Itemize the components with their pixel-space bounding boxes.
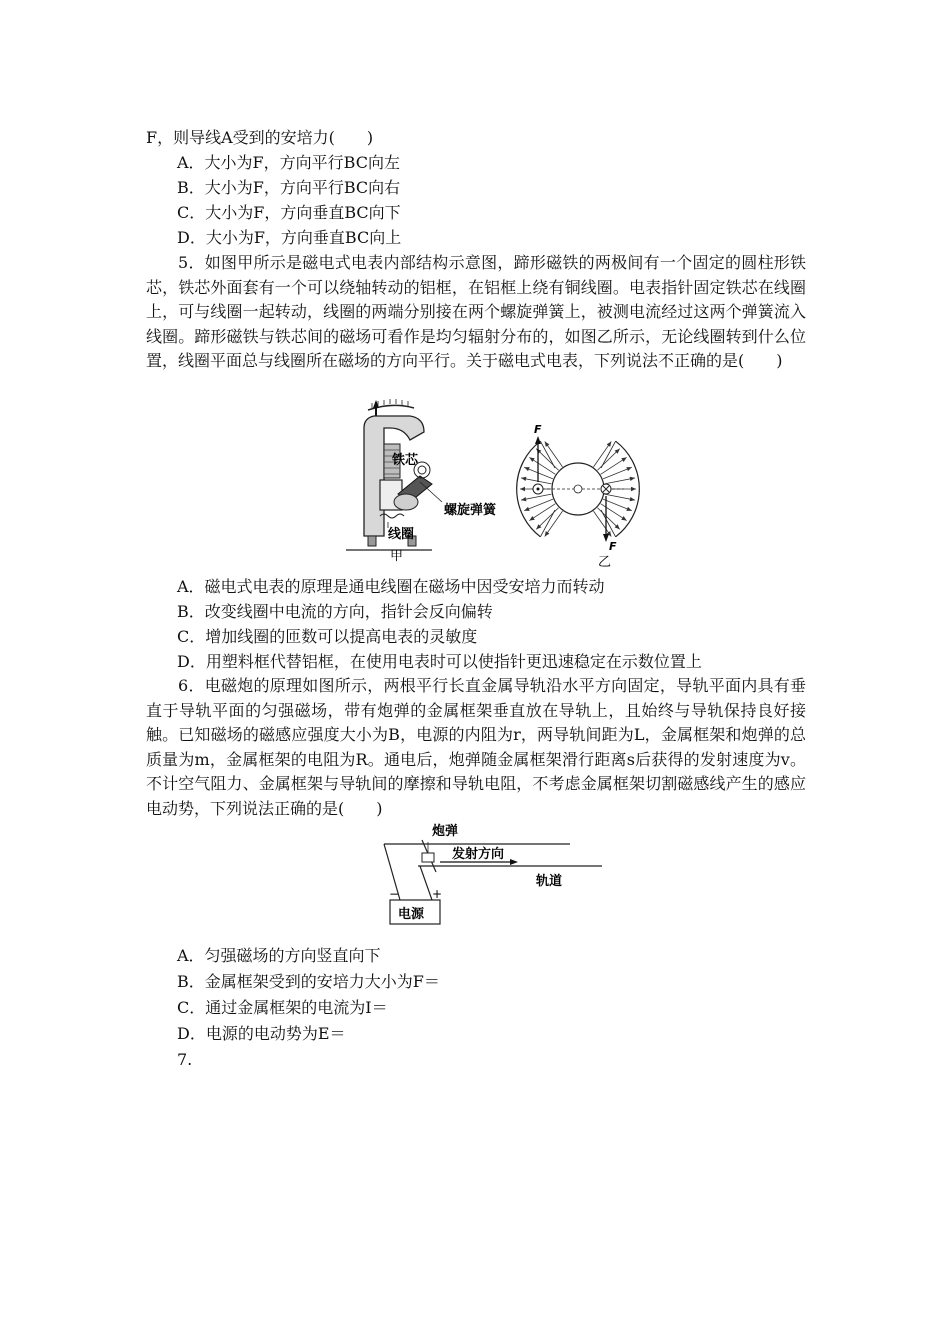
field-arrowhead [521,477,526,481]
q7-number: 7. [177,1050,193,1069]
field-arrowhead [621,457,626,462]
q5-option-d: D．用塑料框代替铝框，在使用电表时可以使指针更迅速稳定在示数位置上 [177,652,702,671]
field-arrowhead [545,441,550,446]
label-source: 电源 [398,907,425,922]
field-arrowhead [607,441,612,446]
label-jia: 甲 [390,549,404,564]
field-arrowhead [520,487,525,491]
field-arrowhead [545,531,550,536]
field-arrowhead [529,516,534,521]
q5-option-b: B．改变线圈中电流的方向，指针会反向偏转 [177,602,493,621]
label-direction: 发射方向 [452,847,505,862]
q5-option-a: A．磁电式电表的原理是通电线圈在磁场中因受安培力而转动 [177,577,605,596]
label-plus: + [432,887,443,901]
q4-option-c: C．大小为F，方向垂直BC向下 [177,203,401,222]
field-arrowhead [630,477,635,481]
q4-option-b: B．大小为F，方向平行BC向右 [177,178,401,197]
q5-stem: 5．如图甲所示是磁电式电表内部结构示意图，蹄形磁铁的两极间有一个固定的圆柱形铁芯，铁芯外面套有一个可以绕轴转动的铝框，在铝框上绕有铜线圈。电表指针固定铁芯在线圈上，可与线圈一起转动，线圈的两端分别接在两个螺旋弹簧上，被测电流经过这两个弹簧流入线圈。蹄形磁铁与铁芯间的磁场可看作是均匀辐射分布的，如图乙所示，无论线圈转到什么位置，线圈平面总与线圈所在磁场的方向平行。关于磁电式电表，下列说法不正确的是( ) [146,253,806,371]
label-yi: 乙 [598,555,612,570]
label-rail: 轨道 [536,874,563,889]
q6-option-d: D．电源的电动势为E＝ [177,1024,346,1043]
q5-figure-jia [340,398,510,564]
q4-option-a: A．大小为F，方向平行BC向左 [177,153,400,172]
field-arrowhead [630,497,635,501]
q4-stem-tail: F，则导线A受到的安培力( ) [146,128,374,147]
label-spring: 螺旋弹簧 [444,503,497,518]
field-arrowhead [621,516,626,521]
field-arrowhead [529,457,534,462]
q6-option-c: C．通过金属框架的电流为I＝ [177,998,388,1017]
field-arrowhead [521,497,526,501]
q6-option-b: B．金属框架受到的安培力大小为F＝ [177,972,440,991]
field-arrowhead [631,487,636,491]
label-f-top: F [534,423,542,436]
q6-figure [370,822,606,930]
label-coil: 线圈 [388,527,415,542]
label-minus: − [389,887,400,901]
label-shell: 炮弹 [432,824,459,839]
label-f-bottom: F [609,540,617,553]
q5-figure-yi [510,420,646,570]
q6-option-a: A．匀强磁场的方向竖直向下 [177,946,381,965]
label-core: 铁芯 [392,453,419,468]
q6-stem: 6．电磁炮的原理如图所示，两根平行长直金属导轨沿水平方向固定，导轨平面内具有垂直于导轨平面的匀强磁场，带有炮弹的金属框架垂直放在导轨上，且始终与导轨保持良好接触。已知磁场的磁感应强度大小为B，电源的内阻为r，两导轨间距为L，金属框架和炮弹的总质量为m，金属框架的电阻为R。通电后，炮弹随金属框架滑行距离s后获得的发射速度为v。不计空气阻力、金属框架与导轨间的摩擦和导轨电阻，不考虑金属框架切割磁感线产生的感应电动势，下列说法正确的是( ) [146,676,806,818]
q5-option-c: C．增加线圈的匝数可以提高电表的灵敏度 [177,627,478,646]
q4-option-d: D．大小为F，方向垂直BC向上 [177,228,402,247]
